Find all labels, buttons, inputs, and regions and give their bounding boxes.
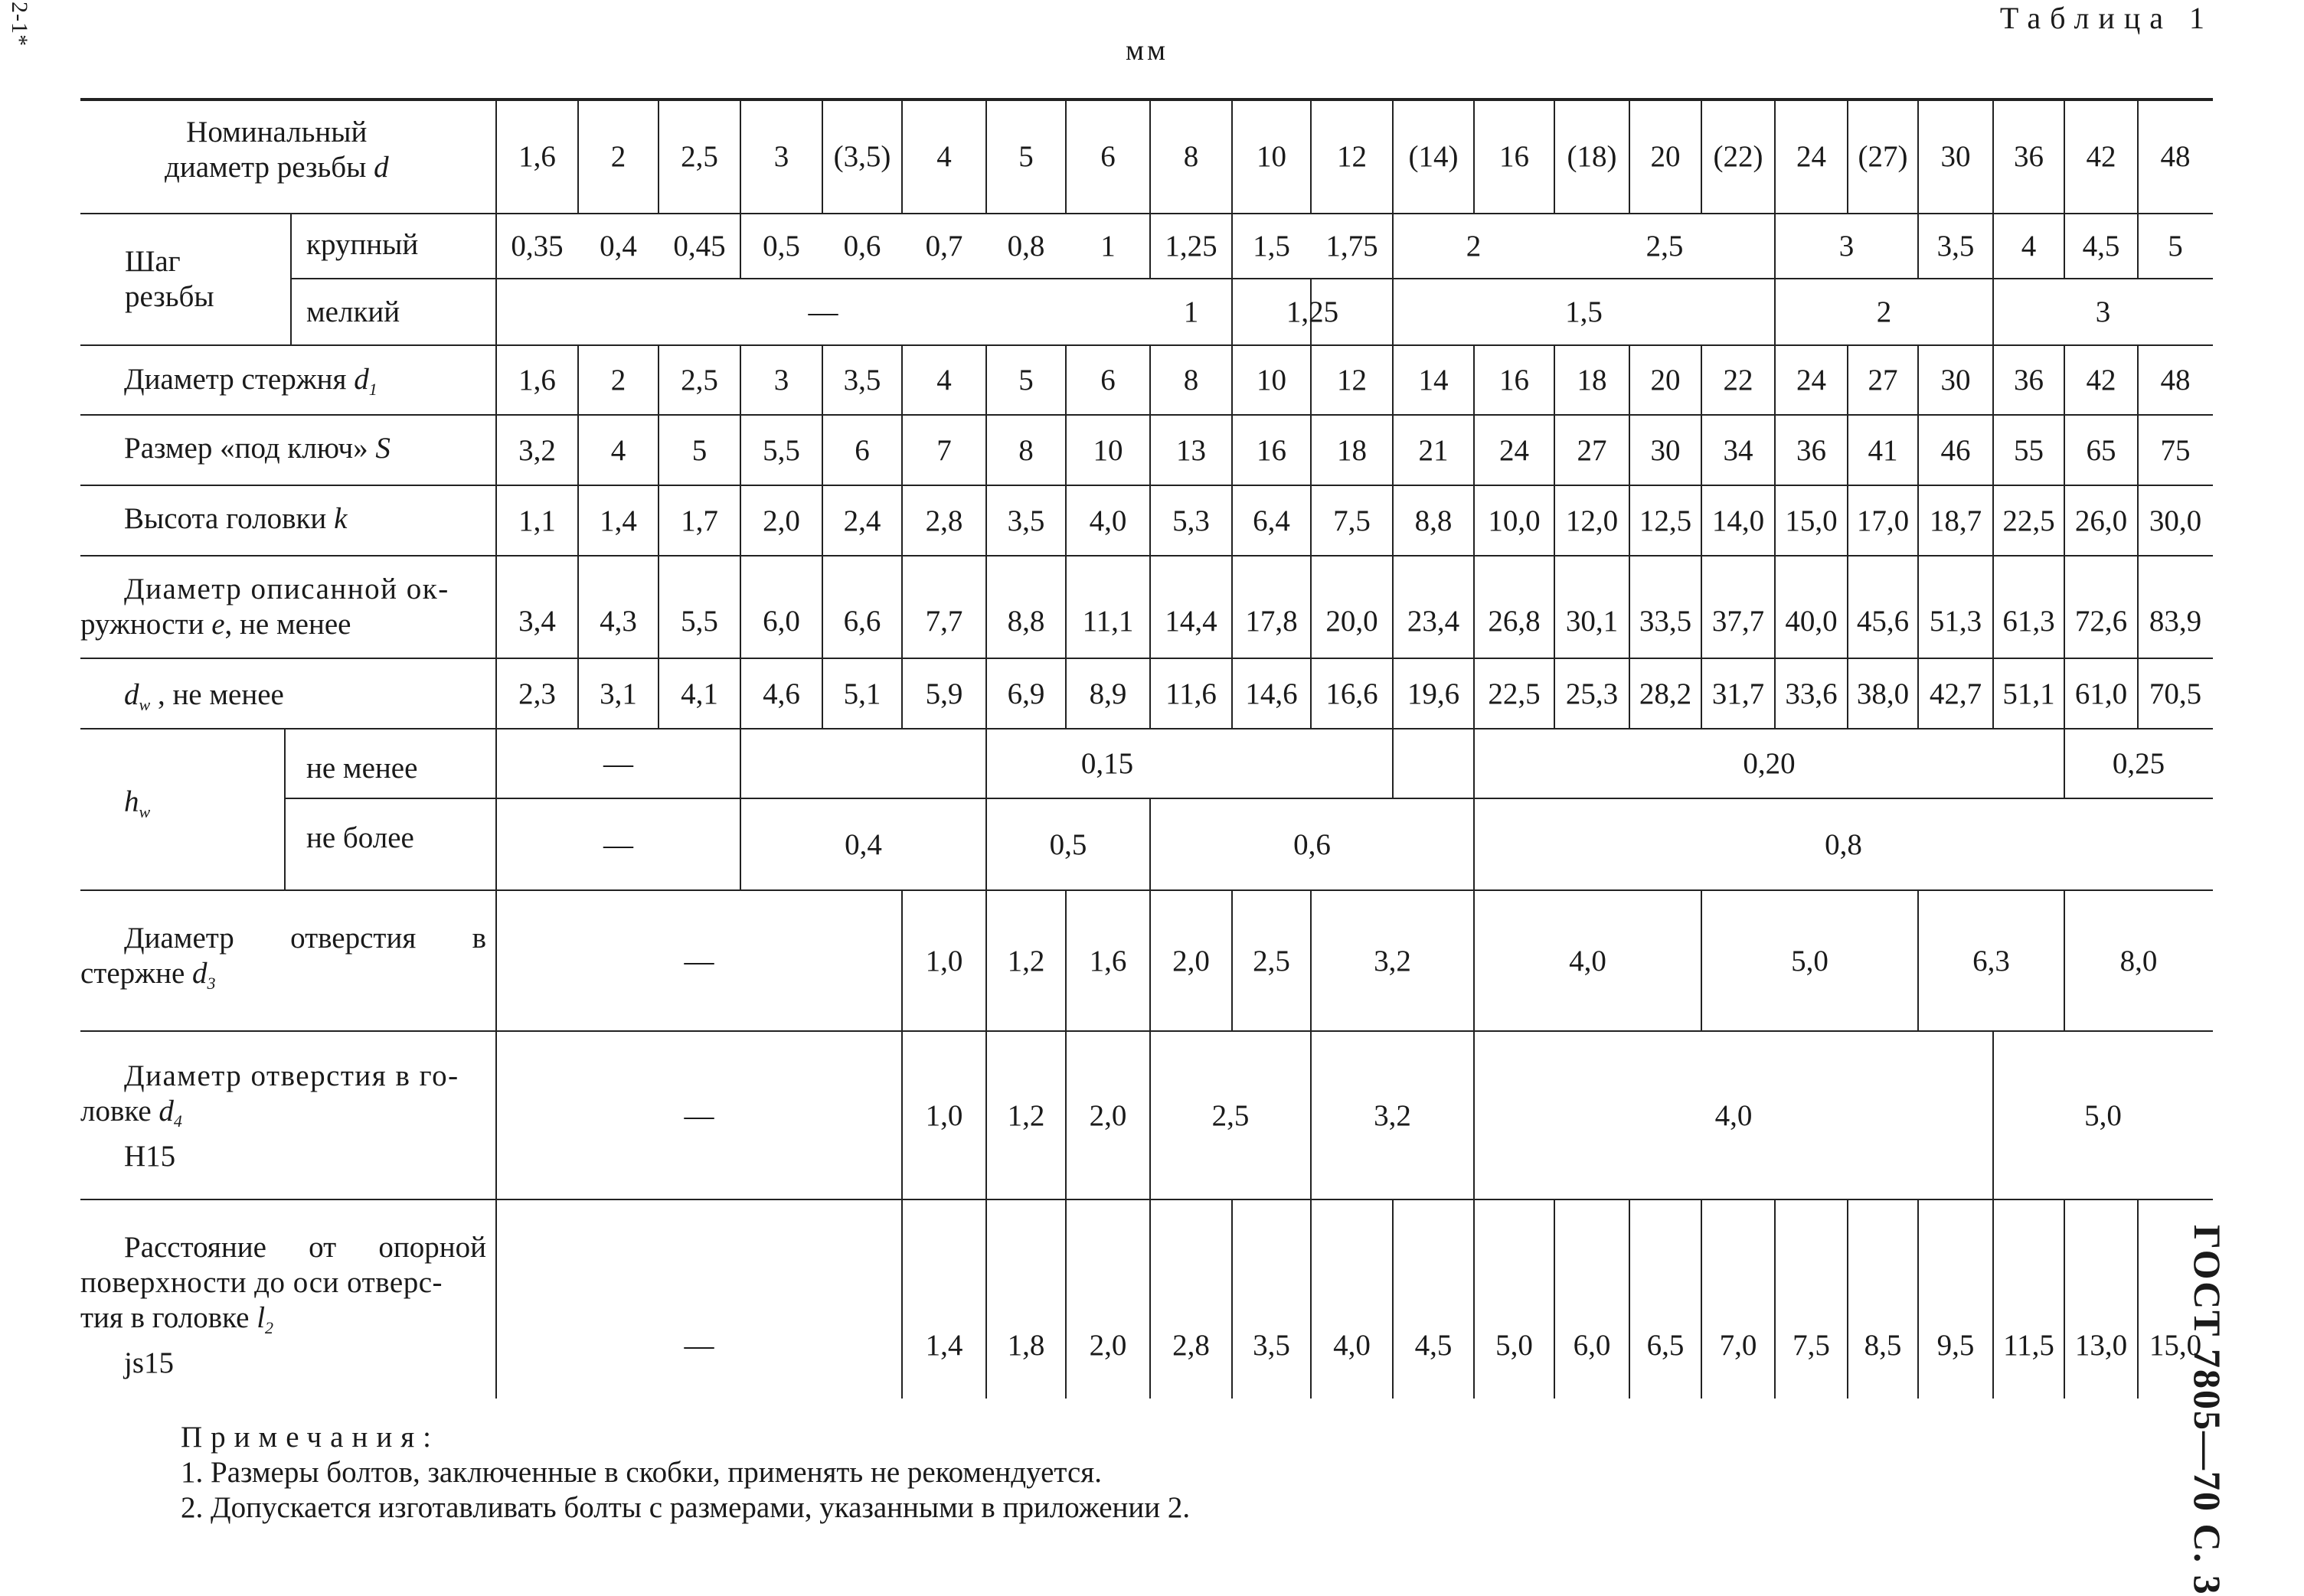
notes xyxy=(181,1420,1190,1526)
dw-cell: 70,5 xyxy=(2149,677,2202,710)
head-height-cell: 17,0 xyxy=(1856,504,1910,537)
circle-diameter-cell: 51,3 xyxy=(1929,604,1982,638)
wrench-size-cell: 6 xyxy=(855,433,870,467)
head-height-cell: 2,0 xyxy=(763,504,800,537)
rod-diameter-cell: 24 xyxy=(1796,364,1826,397)
l2-cell: 13,0 xyxy=(2074,1328,2128,1362)
rod-diameter-cell: 48 xyxy=(2160,364,2191,397)
head-height-cell: 2,8 xyxy=(925,504,963,537)
pitch-coarse-cell: 1,75 xyxy=(1325,230,1378,263)
diameter-cell: (3,5) xyxy=(833,140,891,173)
head-height-cell: 12,0 xyxy=(1565,504,1619,537)
wrench-size-cell: 30 xyxy=(1650,433,1681,467)
pitch-label: Шаг резьбы xyxy=(125,245,214,313)
hw-max-cell: 0,6 xyxy=(1293,827,1331,861)
head-height-cell: 10,0 xyxy=(1488,504,1541,537)
pitch-coarse-cell: 0,6 xyxy=(843,230,881,263)
rod-diameter-label: Диаметр стержня $d_1$ xyxy=(124,363,377,399)
wrench-size-cell: 4 xyxy=(610,433,626,467)
head-height-cell: 15,0 xyxy=(1785,504,1838,537)
dw-cell: 19,6 xyxy=(1407,677,1460,710)
dw-cell: 16,6 xyxy=(1325,677,1378,710)
circle-diameter-cell: 17,8 xyxy=(1245,604,1298,638)
rod-diameter-cell: 2,5 xyxy=(681,364,718,397)
d4-cell: 2,5 xyxy=(1211,1098,1250,1132)
pitch-coarse-cell: 0,5 xyxy=(763,230,800,263)
diameter-cell: 2,5 xyxy=(681,140,718,173)
head-height-cell: 3,5 xyxy=(1007,504,1045,537)
head-height-cell: 12,5 xyxy=(1639,504,1692,537)
l2-cell: 6,5 xyxy=(1646,1328,1685,1362)
dw-cell: 28,2 xyxy=(1639,677,1692,710)
head-height-cell: 7,5 xyxy=(1333,504,1371,537)
wrench-size-cell: 13 xyxy=(1176,433,1206,467)
dw-cell: 22,5 xyxy=(1488,677,1541,710)
pitch-coarse-cell: 1,5 xyxy=(1253,230,1290,263)
hw-max-label: не более xyxy=(306,821,414,854)
l2-cell: 2,0 xyxy=(1089,1328,1127,1362)
circle-diameter-cell: 11,1 xyxy=(1082,604,1134,638)
dw-cell: 61,0 xyxy=(2074,677,2128,710)
dw-cell: 2,3 xyxy=(518,677,556,710)
diameter-cell: 8 xyxy=(1183,140,1199,173)
dw-cell: 4,6 xyxy=(763,677,800,710)
d3-cell: 1,2 xyxy=(1007,944,1045,978)
circle-diameter-cell: 5,5 xyxy=(681,604,718,638)
pitch-fine-cell: 3 xyxy=(2095,295,2111,328)
rod-diameter-cell: 42 xyxy=(2086,364,2116,397)
pitch-coarse-cell: 4,5 xyxy=(2082,230,2120,263)
circle-diameter-cell: 20,0 xyxy=(1325,604,1378,638)
l2-cell: 5,0 xyxy=(1495,1328,1533,1362)
head-height-cell: 8,8 xyxy=(1414,504,1453,537)
rod-diameter-cell: 12 xyxy=(1337,364,1367,397)
circle-diameter-cell: 6,0 xyxy=(763,604,800,638)
circle-diameter-cell: 61,3 xyxy=(2002,604,2055,638)
diameter-cell: 16 xyxy=(1499,140,1529,173)
diameter-cell: 24 xyxy=(1796,140,1826,173)
wrench-size-cell: 41 xyxy=(1868,433,1898,467)
circle-diameter-cell: 72,6 xyxy=(2074,604,2128,638)
dw-cell: 3,1 xyxy=(600,677,637,710)
diameter-cell: 36 xyxy=(2014,140,2044,173)
d3-cell: 3,2 xyxy=(1374,944,1411,978)
pitch-coarse-cell: 0,45 xyxy=(673,230,726,263)
diameter-cell: 5 xyxy=(1018,140,1034,173)
diameter-cell: 4 xyxy=(936,140,952,173)
wrench-size-cell: 27 xyxy=(1577,433,1607,467)
l2-cell: 9,5 xyxy=(1936,1328,1975,1362)
rod-diameter-cell: 10 xyxy=(1257,364,1286,397)
hw-min-cell: 0,20 xyxy=(1743,747,1796,780)
hw-min-cell: — xyxy=(603,747,633,780)
circle-diameter-cell: 23,4 xyxy=(1407,604,1460,638)
note-1: 1. Размеры болтов, заключенные в скобки, применять не рекомендуется. xyxy=(181,1456,1102,1489)
pitch-coarse-label: крупный xyxy=(306,228,419,261)
wrench-size-cell: 75 xyxy=(2160,433,2191,467)
pitch-fine-cell: 1,5 xyxy=(1565,295,1603,328)
d4-cell: 1,2 xyxy=(1007,1098,1045,1132)
l2-cell: 4,0 xyxy=(1333,1328,1371,1362)
wrench-size-cell: 7 xyxy=(936,433,952,467)
l2-cell: 11,5 xyxy=(2003,1328,2054,1362)
circle-diameter-cell: 30,1 xyxy=(1565,604,1619,638)
d3-cell: 2,0 xyxy=(1172,944,1210,978)
pitch-fine-cell: 1,25 xyxy=(1286,295,1339,328)
head-height-cell: 6,4 xyxy=(1253,504,1290,537)
hw-label: $h_w$ xyxy=(124,785,151,821)
wrench-size-cell: 10 xyxy=(1093,433,1123,467)
pitch-coarse-cell: 3,5 xyxy=(1936,230,1975,263)
units-label: мм xyxy=(1126,34,1169,67)
head-height-cell: 1,4 xyxy=(600,504,637,537)
head-height-cell: 2,4 xyxy=(843,504,881,537)
l2-cell: 6,0 xyxy=(1573,1328,1611,1362)
pitch-coarse-cell: 0,7 xyxy=(925,230,963,263)
wrench-size-cell: 46 xyxy=(1940,433,1971,467)
hw-min-cell: 0,25 xyxy=(2112,747,2165,780)
circle-diameter-cell: 6,6 xyxy=(843,604,881,638)
wrench-size-cell: 3,2 xyxy=(518,433,556,467)
hw-max-cell: 0,5 xyxy=(1049,827,1087,861)
d3-cell: 5,0 xyxy=(1791,944,1828,978)
pitch-coarse-cell: 1 xyxy=(1100,230,1116,263)
rod-diameter-cell: 3 xyxy=(773,364,789,397)
circle-diameter-cell: 8,8 xyxy=(1007,604,1045,638)
notes-title: Примечания: xyxy=(181,1421,440,1454)
hw-min-cell: 0,15 xyxy=(1080,747,1134,780)
diameter-cell: 10 xyxy=(1257,140,1286,173)
circle-diameter-cell: 83,9 xyxy=(2149,604,2202,638)
dw-cell: 4,1 xyxy=(681,677,718,710)
rod-diameter-cell: 3,5 xyxy=(843,364,881,397)
head-height-cell: 1,7 xyxy=(681,504,718,537)
diameter-cell: 30 xyxy=(1940,140,1971,173)
hw-max-cell: — xyxy=(603,827,633,861)
rod-diameter-cell: 18 xyxy=(1577,364,1607,397)
l2-cell: 15,0 xyxy=(2149,1328,2202,1362)
wrench-size-cell: 16 xyxy=(1257,433,1286,467)
d4-cell: 3,2 xyxy=(1374,1098,1411,1132)
pitch-coarse-cell: 0,8 xyxy=(1007,230,1045,263)
pitch-fine-label: мелкий xyxy=(306,295,400,328)
wrench-size-cell: 55 xyxy=(2014,433,2044,467)
pitch-fine-cell: — xyxy=(808,295,838,328)
hw-min-label: не менее xyxy=(306,752,418,785)
rod-diameter-cell: 5 xyxy=(1018,364,1034,397)
l2-cell: 3,5 xyxy=(1253,1328,1290,1362)
d3-cell: 8,0 xyxy=(2119,944,2158,978)
dw-cell: 8,9 xyxy=(1089,677,1127,710)
pitch-coarse-cell: 2,5 xyxy=(1645,230,1684,263)
l2-cell: 7,5 xyxy=(1793,1328,1830,1362)
circle-diameter-cell: 26,8 xyxy=(1488,604,1541,638)
dw-cell: 11,6 xyxy=(1165,677,1217,710)
head-height-label: Высота головки k xyxy=(124,502,348,535)
pitch-fine-cell: 2 xyxy=(1876,295,1892,328)
l2-cell: 8,5 xyxy=(1864,1328,1902,1362)
d4-cell: 2,0 xyxy=(1089,1098,1127,1132)
wrench-size-cell: 18 xyxy=(1337,433,1367,467)
head-height-cell: 30,0 xyxy=(2149,504,2202,537)
pitch-coarse-cell: 1,25 xyxy=(1165,230,1217,263)
diameter-cell: 6 xyxy=(1100,140,1116,173)
dw-cell: 51,1 xyxy=(2002,677,2055,710)
dw-cell: 31,7 xyxy=(1711,677,1765,710)
circle-diameter-cell: 33,5 xyxy=(1639,604,1692,638)
rod-diameter-cell: 2 xyxy=(610,364,626,397)
wrench-size-cell: 36 xyxy=(1796,433,1826,467)
header-label: Номинальный диаметр резьбы d xyxy=(165,116,389,184)
rod-diameter-cell: 22 xyxy=(1723,364,1753,397)
diameter-cell: (22) xyxy=(1713,140,1763,173)
l2-cell: 7,0 xyxy=(1719,1328,1757,1362)
rod-diameter-cell: 6 xyxy=(1100,364,1116,397)
wrench-size-cell: 21 xyxy=(1418,433,1449,467)
wrench-size-cell: 5 xyxy=(691,433,708,467)
d3-cell: 2,5 xyxy=(1253,944,1290,978)
rod-diameter-cell: 4 xyxy=(936,364,952,397)
head-height-cell: 18,7 xyxy=(1929,504,1982,537)
diameter-cell: 12 xyxy=(1337,140,1367,173)
head-height-cell: 22,5 xyxy=(2002,504,2055,537)
l2-label: Расстояние от опорной поверхности до оси отверс- тия в головке $l_2$ js15 xyxy=(80,1231,486,1379)
sheet-code: 2-1* xyxy=(7,2,32,47)
l2-cell: 1,8 xyxy=(1007,1328,1045,1362)
wrench-size-cell: 24 xyxy=(1499,433,1529,467)
wrench-size-cell: 5,5 xyxy=(763,433,800,467)
note-2: 2. Допускается изготавливать болты с размерами, указанными в приложении 2. xyxy=(181,1491,1191,1524)
d4-cell: 5,0 xyxy=(2084,1098,2122,1132)
table-caption: Таблица 1 xyxy=(1999,1,2214,35)
rod-diameter-cell: 1,6 xyxy=(518,364,556,397)
circle-diameter-cell: 4,3 xyxy=(600,604,637,638)
circle-diameter-cell: 37,7 xyxy=(1711,604,1765,638)
d3-label: Диаметр отверстия в стержне $d_3$ xyxy=(80,922,486,993)
pitch-coarse-cell: 0,4 xyxy=(600,230,637,263)
head-height-cell: 1,1 xyxy=(518,504,556,537)
head-height-cell: 14,0 xyxy=(1711,504,1765,537)
rod-diameter-cell: 30 xyxy=(1940,364,1971,397)
hw-max-cell: 0,4 xyxy=(845,827,882,861)
d4-label: Диаметр отверстия в го- ловке $d_4$ Н15 xyxy=(80,1059,459,1173)
diameter-cell: 42 xyxy=(2086,140,2116,173)
d3-cell: 4,0 xyxy=(1569,944,1606,978)
diameter-cell: 3 xyxy=(773,140,789,173)
circle-diameter-cell: 45,6 xyxy=(1856,604,1910,638)
l2-cell: 4,5 xyxy=(1414,1328,1453,1362)
diameter-cell: (14) xyxy=(1408,140,1459,173)
dw-cell: 33,6 xyxy=(1785,677,1838,710)
dw-cell: 14,6 xyxy=(1245,677,1298,710)
wrench-size-cell: 8 xyxy=(1018,433,1034,467)
rod-diameter-cell: 16 xyxy=(1499,364,1529,397)
d4-cell: 4,0 xyxy=(1714,1098,1753,1132)
l2-cell: — xyxy=(684,1328,714,1362)
d4-cell: — xyxy=(684,1098,714,1132)
diameter-cell: 20 xyxy=(1650,140,1681,173)
d3-cell: 1,0 xyxy=(925,944,963,978)
head-height-cell: 26,0 xyxy=(2074,504,2128,537)
rod-diameter-cell: 14 xyxy=(1418,364,1449,397)
rod-diameter-cell: 20 xyxy=(1650,364,1681,397)
hw-max-cell: 0,8 xyxy=(1825,827,1862,861)
diameter-cell: 2 xyxy=(610,140,626,173)
pitch-coarse-cell: 4 xyxy=(2021,230,2037,263)
pitch-coarse-cell: 3 xyxy=(1838,230,1855,263)
diameter-cell: (18) xyxy=(1567,140,1617,173)
pitch-fine-cell: 1 xyxy=(1183,295,1199,328)
diameter-cell: 1,6 xyxy=(518,140,556,173)
d3-cell: — xyxy=(684,944,714,978)
rod-diameter-cell: 8 xyxy=(1183,364,1199,397)
dw-cell: 42,7 xyxy=(1929,677,1982,710)
pitch-coarse-cell: 5 xyxy=(2168,230,2183,263)
l2-cell: 2,8 xyxy=(1172,1328,1210,1362)
wrench-size-cell: 65 xyxy=(2086,433,2116,467)
circle-diameter-cell: 7,7 xyxy=(925,604,963,638)
circle-diameter-label: Диаметр описанной ок- ружности e, не менее xyxy=(80,573,449,641)
dw-cell: 38,0 xyxy=(1856,677,1910,710)
wrench-size-label: Размер «под ключ» S xyxy=(124,432,391,465)
diameter-cell: (27) xyxy=(1858,140,1908,173)
d3-cell: 1,6 xyxy=(1089,944,1127,978)
pitch-coarse-cell: 0,35 xyxy=(511,230,564,263)
dw-cell: 25,3 xyxy=(1565,677,1619,710)
d4-cell: 1,0 xyxy=(925,1098,963,1132)
l2-cell: 1,4 xyxy=(925,1328,963,1362)
circle-diameter-cell: 3,4 xyxy=(518,604,556,638)
head-height-cell: 5,3 xyxy=(1172,504,1210,537)
pitch-coarse-cell: 2 xyxy=(1466,230,1482,263)
dw-label: $d_w$ , не менее xyxy=(124,678,284,714)
rod-diameter-cell: 27 xyxy=(1868,364,1898,397)
rod-diameter-cell: 36 xyxy=(2014,364,2044,397)
dw-cell: 5,1 xyxy=(843,677,881,710)
diameter-cell: 48 xyxy=(2160,140,2191,173)
dw-cell: 5,9 xyxy=(925,677,963,710)
head-height-cell: 4,0 xyxy=(1089,504,1127,537)
wrench-size-cell: 34 xyxy=(1723,433,1753,467)
gost-footer: ГОСТ 7805—70 С. 3 xyxy=(2186,1225,2229,1596)
dw-cell: 6,9 xyxy=(1007,677,1045,710)
circle-diameter-cell: 14,4 xyxy=(1165,604,1217,638)
circle-diameter-cell: 40,0 xyxy=(1785,604,1838,638)
d3-cell: 6,3 xyxy=(1972,944,2010,978)
